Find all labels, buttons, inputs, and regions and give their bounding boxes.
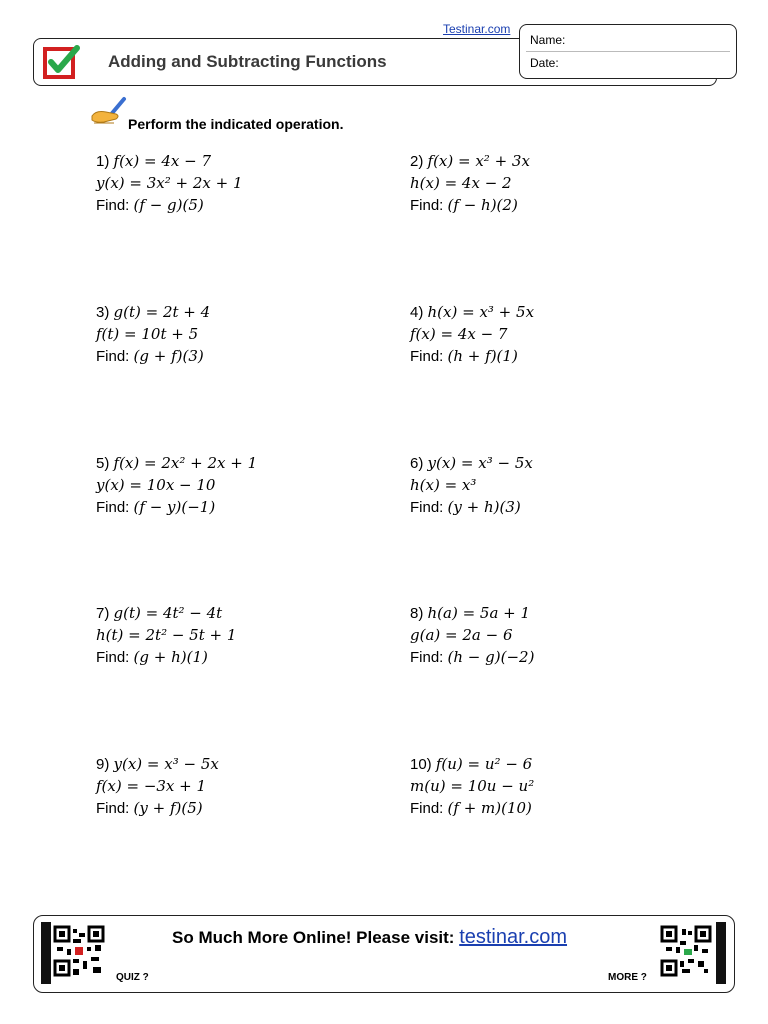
qr-side-strip <box>716 922 726 984</box>
page-title: Adding and Subtracting Functions <box>108 52 387 71</box>
function-line-1: h(a) = 5a + 1 <box>427 604 531 622</box>
quiz-label[interactable]: QUIZ ? <box>116 972 149 983</box>
function-line-2: f(x) = −3x + 1 <box>96 777 207 795</box>
function-line-2: h(t) = 2t² − 5t + 1 <box>96 626 237 644</box>
function-line-2: h(x) = x³ <box>410 476 477 494</box>
name-field[interactable]: Name: <box>530 33 566 47</box>
find-expression: (f − g)(5) <box>133 196 204 214</box>
divider <box>526 51 730 52</box>
site-link[interactable]: Testinar.com <box>443 22 511 36</box>
qr-code-icon[interactable] <box>53 925 105 977</box>
function-line-1: h(x) = x³ + 5x <box>427 303 535 321</box>
more-label[interactable]: MORE ? <box>608 972 647 983</box>
find-label: Find: <box>96 499 130 516</box>
qr-code-icon[interactable] <box>660 925 712 977</box>
writing-hand-icon <box>90 96 130 128</box>
find-expression: (h + f)(1) <box>447 347 518 365</box>
problem-6 <box>410 452 710 518</box>
find-label: Find: <box>410 499 444 516</box>
footer-message <box>172 926 567 949</box>
problem-number: 8) <box>410 605 424 622</box>
checkbox-check-icon <box>42 44 80 80</box>
find-expression: (y + h)(3) <box>447 498 521 516</box>
function-line-2: f(x) = 4x − 7 <box>410 325 508 343</box>
find-expression: (g + h)(1) <box>133 648 208 666</box>
find-label: Find: <box>410 197 444 214</box>
problem-number: 9) <box>96 756 110 773</box>
function-line-2: y(x) = 10x − 10 <box>96 476 216 494</box>
problem-2 <box>410 150 710 216</box>
problem-3 <box>96 301 396 367</box>
find-expression: (h − g)(−2) <box>447 648 535 666</box>
function-line-1: f(x) = 4x − 7 <box>113 152 211 170</box>
function-line-1: y(x) = x³ − 5x <box>427 454 533 472</box>
find-label: Find: <box>96 800 130 817</box>
find-expression: (f + m)(10) <box>447 799 532 817</box>
function-line-1: f(x) = x² + 3x <box>427 152 530 170</box>
function-line-2: m(u) = 10u − u² <box>410 777 535 795</box>
function-line-2: h(x) = 4x − 2 <box>410 174 512 192</box>
footer-link[interactable]: testinar.com <box>459 926 568 948</box>
problem-number: 4) <box>410 304 424 321</box>
problem-4 <box>410 301 710 367</box>
function-line-2: g(a) = 2a − 6 <box>410 626 513 644</box>
find-label: Find: <box>96 649 130 666</box>
function-line-2: y(x) = 3x² + 2x + 1 <box>96 174 243 192</box>
find-label: Find: <box>96 348 130 365</box>
find-expression: (f − y)(−1) <box>133 498 216 516</box>
problem-number: 6) <box>410 455 424 472</box>
problem-number: 1) <box>96 153 110 170</box>
problem-1 <box>96 150 396 216</box>
find-label: Find: <box>96 197 130 214</box>
problem-10 <box>410 753 710 819</box>
problem-number: 5) <box>96 455 110 472</box>
name-date-box <box>519 24 737 79</box>
find-expression: (f − h)(2) <box>447 196 518 214</box>
function-line-1: g(t) = 2t + 4 <box>113 303 211 321</box>
function-line-1: y(x) = x³ − 5x <box>113 755 219 773</box>
function-line-2: f(t) = 10t + 5 <box>96 325 199 343</box>
problem-9 <box>96 753 396 819</box>
find-label: Find: <box>410 800 444 817</box>
date-field[interactable]: Date: <box>530 56 559 70</box>
qr-side-strip <box>41 922 51 984</box>
function-line-1: f(x) = 2x² + 2x + 1 <box>113 454 258 472</box>
problem-5 <box>96 452 396 518</box>
problem-number: 10) <box>410 756 432 773</box>
footer-text: So Much More Online! Please visit: <box>172 928 460 947</box>
find-label: Find: <box>410 348 444 365</box>
instruction-text: Perform the indicated operation. <box>128 116 344 132</box>
find-expression: (g + f)(3) <box>133 347 204 365</box>
problem-7 <box>96 602 396 668</box>
problem-number: 2) <box>410 153 424 170</box>
problem-8 <box>410 602 710 668</box>
find-expression: (y + f)(5) <box>133 799 203 817</box>
problem-number: 3) <box>96 304 110 321</box>
function-line-1: f(u) = u² − 6 <box>435 755 533 773</box>
function-line-1: g(t) = 4t² − 4t <box>113 604 223 622</box>
find-label: Find: <box>410 649 444 666</box>
problem-number: 7) <box>96 605 110 622</box>
